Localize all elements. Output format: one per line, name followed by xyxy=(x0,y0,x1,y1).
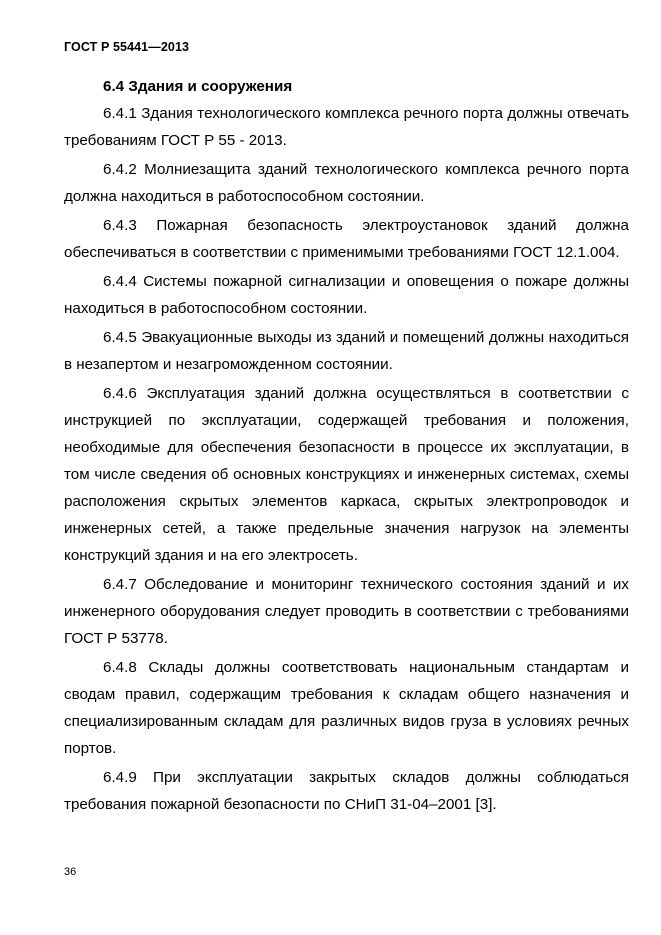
paragraph-6-4-7 xyxy=(64,571,629,652)
paragraph-text: Склады должны соответствовать национальным стандартам и сводам правил, содержащим требования к складам общего назначения и специализированным складам для различных видов груза в условиях речных портов. xyxy=(64,659,629,757)
paragraph-text: Пожарная безопасность электроустановок зданий должна обеспечиваться в соответствии с применимыми требованиями ГОСТ 12.1.004. xyxy=(64,217,629,261)
paragraph-text: Эвакуационные выходы из зданий и помещений должны находиться в незапертом и незагроможденном состоянии. xyxy=(64,329,629,373)
paragraph-text: Обследование и мониторинг технического состояния зданий и их инженерного оборудования следует проводить в соответствии с требованиями ГОСТ Р 53778. xyxy=(64,576,629,647)
paragraph-text: При эксплуатации закрытых складов должны соблюдаться требования пожарной безопасности по СНиП 31-04–2001 [3]. xyxy=(64,769,629,813)
paragraph-number: 6.4.9 xyxy=(103,769,137,786)
paragraph-text: Здания технологического комплекса речного порта должны отвечать требованиям ГОСТ Р 55 - 2013. xyxy=(64,105,629,149)
document-code-header: ГОСТ Р 55441—2013 xyxy=(64,40,190,54)
paragraph-number: 6.4.1 xyxy=(103,105,137,122)
paragraph-text: Молниезащита зданий технологического комплекса речного порта должна находиться в работоспособном состоянии. xyxy=(64,161,629,205)
section-title: 6.4 Здания и сооружения xyxy=(103,78,293,95)
paragraph-6-4-5 xyxy=(64,324,629,378)
paragraph-6-4-2 xyxy=(64,156,629,210)
page-number: 36 xyxy=(64,866,77,878)
paragraph-text: Системы пожарной сигнализации и оповещения о пожаре должны находиться в работоспособном состоянии. xyxy=(64,273,629,317)
paragraph-number: 6.4.7 xyxy=(103,576,137,593)
page-content xyxy=(64,75,629,820)
paragraph-6-4-9 xyxy=(64,764,629,818)
paragraph-number: 6.4.4 xyxy=(103,273,137,290)
paragraph-6-4-4 xyxy=(64,268,629,322)
paragraph-number: 6.4.2 xyxy=(103,161,137,178)
paragraph-number: 6.4.3 xyxy=(103,217,137,234)
paragraph-number: 6.4.8 xyxy=(103,659,137,676)
paragraph-6-4-3 xyxy=(64,212,629,266)
paragraph-6-4-6 xyxy=(64,380,629,569)
paragraph-6-4-8 xyxy=(64,654,629,762)
paragraph-text: Эксплуатация зданий должна осуществляться в соответствии с инструкцией по эксплуатации, содержащей требования и положения, необходимые для обеспечения безопасности в процессе их эксплуатации, в том числе сведения об основных конструкциях и инженерных системах, схемы расположения скрытых элементов каркаса, скрытых электропроводок и инженерных сетей, а также предельные значения нагрузок на элементы конструкций здания и на его электросеть. xyxy=(64,385,629,564)
paragraph-number: 6.4.6 xyxy=(103,385,137,402)
paragraph-6-4-1 xyxy=(64,100,629,154)
paragraph-number: 6.4.5 xyxy=(103,329,137,346)
